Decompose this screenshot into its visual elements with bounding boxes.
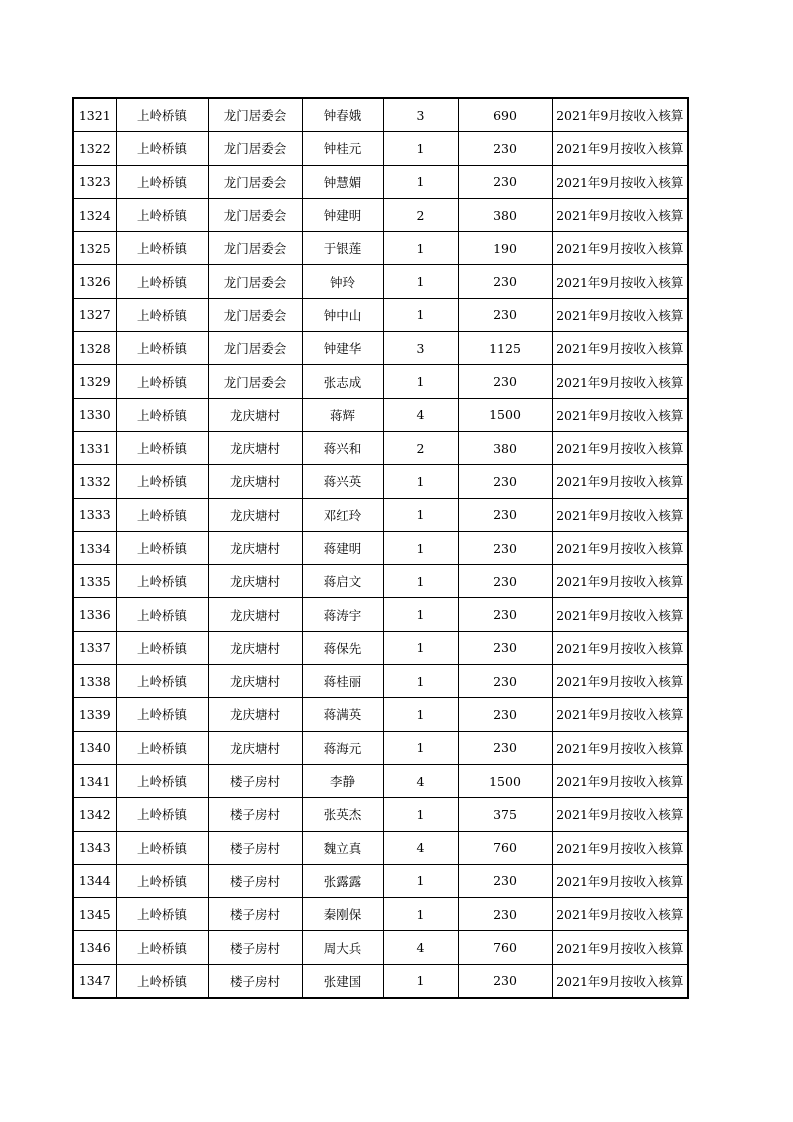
row-number-cell: 1342 bbox=[73, 798, 116, 831]
name-cell: 钟桂元 bbox=[302, 132, 383, 165]
town-cell: 上岭桥镇 bbox=[116, 731, 208, 764]
amount-cell: 230 bbox=[458, 165, 552, 198]
name-cell: 蒋海元 bbox=[302, 731, 383, 764]
name-cell: 张英杰 bbox=[302, 798, 383, 831]
household-count-cell: 1 bbox=[383, 298, 458, 331]
town-cell: 上岭桥镇 bbox=[116, 98, 208, 132]
table-row bbox=[73, 898, 688, 931]
table-row bbox=[73, 565, 688, 598]
table-row bbox=[73, 631, 688, 664]
table-row bbox=[73, 698, 688, 731]
table-row bbox=[73, 165, 688, 198]
village-cell: 楼子房村 bbox=[208, 798, 302, 831]
town-cell: 上岭桥镇 bbox=[116, 465, 208, 498]
amount-cell: 380 bbox=[458, 198, 552, 231]
table-row bbox=[73, 598, 688, 631]
name-cell: 钟中山 bbox=[302, 298, 383, 331]
town-cell: 上岭桥镇 bbox=[116, 531, 208, 564]
town-cell: 上岭桥镇 bbox=[116, 565, 208, 598]
village-cell: 龙庆塘村 bbox=[208, 398, 302, 431]
village-cell: 龙门居委会 bbox=[208, 332, 302, 365]
name-cell: 蒋涛宇 bbox=[302, 598, 383, 631]
amount-cell: 230 bbox=[458, 864, 552, 897]
note-cell: 2021年9月按收入核算 bbox=[552, 232, 688, 265]
table-row bbox=[73, 332, 688, 365]
name-cell: 张露露 bbox=[302, 864, 383, 897]
town-cell: 上岭桥镇 bbox=[116, 964, 208, 998]
name-cell: 蒋启文 bbox=[302, 565, 383, 598]
village-cell: 龙庆塘村 bbox=[208, 431, 302, 464]
table-row bbox=[73, 431, 688, 464]
amount-cell: 230 bbox=[458, 531, 552, 564]
village-cell: 龙门居委会 bbox=[208, 98, 302, 132]
table-row bbox=[73, 498, 688, 531]
household-count-cell: 1 bbox=[383, 798, 458, 831]
table-row bbox=[73, 298, 688, 331]
household-count-cell: 1 bbox=[383, 265, 458, 298]
town-cell: 上岭桥镇 bbox=[116, 931, 208, 964]
note-cell: 2021年9月按收入核算 bbox=[552, 265, 688, 298]
note-cell: 2021年9月按收入核算 bbox=[552, 831, 688, 864]
village-cell: 龙门居委会 bbox=[208, 265, 302, 298]
note-cell: 2021年9月按收入核算 bbox=[552, 764, 688, 797]
row-number-cell: 1346 bbox=[73, 931, 116, 964]
household-count-cell: 4 bbox=[383, 931, 458, 964]
name-cell: 李静 bbox=[302, 764, 383, 797]
household-count-cell: 3 bbox=[383, 332, 458, 365]
table-row bbox=[73, 531, 688, 564]
name-cell: 蒋满英 bbox=[302, 698, 383, 731]
row-number-cell: 1335 bbox=[73, 565, 116, 598]
name-cell: 张建国 bbox=[302, 964, 383, 998]
row-number-cell: 1321 bbox=[73, 98, 116, 132]
village-cell: 楼子房村 bbox=[208, 864, 302, 897]
town-cell: 上岭桥镇 bbox=[116, 232, 208, 265]
village-cell: 龙庆塘村 bbox=[208, 498, 302, 531]
household-count-cell: 1 bbox=[383, 132, 458, 165]
village-cell: 龙门居委会 bbox=[208, 232, 302, 265]
village-cell: 楼子房村 bbox=[208, 764, 302, 797]
row-number-cell: 1330 bbox=[73, 398, 116, 431]
row-number-cell: 1332 bbox=[73, 465, 116, 498]
village-cell: 龙门居委会 bbox=[208, 132, 302, 165]
row-number-cell: 1327 bbox=[73, 298, 116, 331]
amount-cell: 1125 bbox=[458, 332, 552, 365]
note-cell: 2021年9月按收入核算 bbox=[552, 498, 688, 531]
table-row bbox=[73, 398, 688, 431]
town-cell: 上岭桥镇 bbox=[116, 498, 208, 531]
note-cell: 2021年9月按收入核算 bbox=[552, 798, 688, 831]
name-cell: 钟玲 bbox=[302, 265, 383, 298]
amount-cell: 230 bbox=[458, 898, 552, 931]
table-row bbox=[73, 132, 688, 165]
row-number-cell: 1336 bbox=[73, 598, 116, 631]
note-cell: 2021年9月按收入核算 bbox=[552, 931, 688, 964]
table-row bbox=[73, 931, 688, 964]
town-cell: 上岭桥镇 bbox=[116, 431, 208, 464]
name-cell: 蒋辉 bbox=[302, 398, 383, 431]
town-cell: 上岭桥镇 bbox=[116, 698, 208, 731]
town-cell: 上岭桥镇 bbox=[116, 665, 208, 698]
table-body bbox=[73, 98, 688, 998]
note-cell: 2021年9月按收入核算 bbox=[552, 132, 688, 165]
amount-cell: 230 bbox=[458, 631, 552, 664]
town-cell: 上岭桥镇 bbox=[116, 298, 208, 331]
household-count-cell: 1 bbox=[383, 898, 458, 931]
household-count-cell: 3 bbox=[383, 98, 458, 132]
name-cell: 于银莲 bbox=[302, 232, 383, 265]
household-count-cell: 1 bbox=[383, 665, 458, 698]
table-container bbox=[72, 97, 689, 999]
name-cell: 蒋兴英 bbox=[302, 465, 383, 498]
name-cell: 钟春娥 bbox=[302, 98, 383, 132]
amount-cell: 1500 bbox=[458, 398, 552, 431]
town-cell: 上岭桥镇 bbox=[116, 165, 208, 198]
household-count-cell: 1 bbox=[383, 531, 458, 564]
note-cell: 2021年9月按收入核算 bbox=[552, 964, 688, 998]
table-row bbox=[73, 665, 688, 698]
amount-cell: 760 bbox=[458, 931, 552, 964]
household-count-cell: 1 bbox=[383, 964, 458, 998]
household-count-cell: 1 bbox=[383, 631, 458, 664]
town-cell: 上岭桥镇 bbox=[116, 598, 208, 631]
row-number-cell: 1326 bbox=[73, 265, 116, 298]
village-cell: 楼子房村 bbox=[208, 964, 302, 998]
amount-cell: 230 bbox=[458, 465, 552, 498]
household-count-cell: 1 bbox=[383, 565, 458, 598]
amount-cell: 230 bbox=[458, 298, 552, 331]
household-count-cell: 1 bbox=[383, 232, 458, 265]
amount-cell: 190 bbox=[458, 232, 552, 265]
town-cell: 上岭桥镇 bbox=[116, 764, 208, 797]
name-cell: 钟建明 bbox=[302, 198, 383, 231]
data-table bbox=[72, 97, 689, 999]
note-cell: 2021年9月按收入核算 bbox=[552, 565, 688, 598]
amount-cell: 230 bbox=[458, 964, 552, 998]
row-number-cell: 1334 bbox=[73, 531, 116, 564]
note-cell: 2021年9月按收入核算 bbox=[552, 298, 688, 331]
village-cell: 龙门居委会 bbox=[208, 198, 302, 231]
name-cell: 邓红玲 bbox=[302, 498, 383, 531]
village-cell: 龙庆塘村 bbox=[208, 698, 302, 731]
table-row bbox=[73, 465, 688, 498]
row-number-cell: 1344 bbox=[73, 864, 116, 897]
village-cell: 龙门居委会 bbox=[208, 298, 302, 331]
amount-cell: 690 bbox=[458, 98, 552, 132]
table-row bbox=[73, 232, 688, 265]
village-cell: 龙庆塘村 bbox=[208, 565, 302, 598]
note-cell: 2021年9月按收入核算 bbox=[552, 598, 688, 631]
row-number-cell: 1331 bbox=[73, 431, 116, 464]
row-number-cell: 1347 bbox=[73, 964, 116, 998]
row-number-cell: 1339 bbox=[73, 698, 116, 731]
amount-cell: 375 bbox=[458, 798, 552, 831]
table-row bbox=[73, 798, 688, 831]
village-cell: 楼子房村 bbox=[208, 831, 302, 864]
note-cell: 2021年9月按收入核算 bbox=[552, 332, 688, 365]
name-cell: 秦刚保 bbox=[302, 898, 383, 931]
note-cell: 2021年9月按收入核算 bbox=[552, 365, 688, 398]
note-cell: 2021年9月按收入核算 bbox=[552, 198, 688, 231]
row-number-cell: 1345 bbox=[73, 898, 116, 931]
row-number-cell: 1322 bbox=[73, 132, 116, 165]
amount-cell: 230 bbox=[458, 565, 552, 598]
name-cell: 魏立真 bbox=[302, 831, 383, 864]
name-cell: 钟建华 bbox=[302, 332, 383, 365]
household-count-cell: 1 bbox=[383, 465, 458, 498]
town-cell: 上岭桥镇 bbox=[116, 831, 208, 864]
town-cell: 上岭桥镇 bbox=[116, 798, 208, 831]
amount-cell: 380 bbox=[458, 431, 552, 464]
note-cell: 2021年9月按收入核算 bbox=[552, 665, 688, 698]
name-cell: 张志成 bbox=[302, 365, 383, 398]
amount-cell: 760 bbox=[458, 831, 552, 864]
note-cell: 2021年9月按收入核算 bbox=[552, 731, 688, 764]
table-row bbox=[73, 198, 688, 231]
village-cell: 楼子房村 bbox=[208, 931, 302, 964]
row-number-cell: 1333 bbox=[73, 498, 116, 531]
town-cell: 上岭桥镇 bbox=[116, 631, 208, 664]
note-cell: 2021年9月按收入核算 bbox=[552, 398, 688, 431]
village-cell: 龙门居委会 bbox=[208, 365, 302, 398]
table-row bbox=[73, 964, 688, 998]
village-cell: 龙庆塘村 bbox=[208, 665, 302, 698]
amount-cell: 230 bbox=[458, 365, 552, 398]
note-cell: 2021年9月按收入核算 bbox=[552, 631, 688, 664]
table-row bbox=[73, 831, 688, 864]
town-cell: 上岭桥镇 bbox=[116, 365, 208, 398]
name-cell: 蒋建明 bbox=[302, 531, 383, 564]
household-count-cell: 1 bbox=[383, 498, 458, 531]
household-count-cell: 4 bbox=[383, 764, 458, 797]
village-cell: 龙庆塘村 bbox=[208, 598, 302, 631]
table-row bbox=[73, 265, 688, 298]
amount-cell: 230 bbox=[458, 132, 552, 165]
town-cell: 上岭桥镇 bbox=[116, 332, 208, 365]
town-cell: 上岭桥镇 bbox=[116, 864, 208, 897]
name-cell: 蒋桂丽 bbox=[302, 665, 383, 698]
table-row bbox=[73, 864, 688, 897]
table-row bbox=[73, 365, 688, 398]
amount-cell: 230 bbox=[458, 598, 552, 631]
village-cell: 龙门居委会 bbox=[208, 165, 302, 198]
household-count-cell: 4 bbox=[383, 398, 458, 431]
name-cell: 钟慧媚 bbox=[302, 165, 383, 198]
row-number-cell: 1324 bbox=[73, 198, 116, 231]
household-count-cell: 2 bbox=[383, 198, 458, 231]
household-count-cell: 1 bbox=[383, 864, 458, 897]
table-row bbox=[73, 764, 688, 797]
household-count-cell: 1 bbox=[383, 598, 458, 631]
town-cell: 上岭桥镇 bbox=[116, 198, 208, 231]
village-cell: 楼子房村 bbox=[208, 898, 302, 931]
household-count-cell: 4 bbox=[383, 831, 458, 864]
household-count-cell: 1 bbox=[383, 731, 458, 764]
amount-cell: 230 bbox=[458, 265, 552, 298]
town-cell: 上岭桥镇 bbox=[116, 398, 208, 431]
household-count-cell: 2 bbox=[383, 431, 458, 464]
note-cell: 2021年9月按收入核算 bbox=[552, 431, 688, 464]
row-number-cell: 1323 bbox=[73, 165, 116, 198]
name-cell: 周大兵 bbox=[302, 931, 383, 964]
note-cell: 2021年9月按收入核算 bbox=[552, 698, 688, 731]
row-number-cell: 1337 bbox=[73, 631, 116, 664]
row-number-cell: 1338 bbox=[73, 665, 116, 698]
town-cell: 上岭桥镇 bbox=[116, 132, 208, 165]
town-cell: 上岭桥镇 bbox=[116, 265, 208, 298]
amount-cell: 230 bbox=[458, 698, 552, 731]
amount-cell: 230 bbox=[458, 665, 552, 698]
row-number-cell: 1341 bbox=[73, 764, 116, 797]
row-number-cell: 1328 bbox=[73, 332, 116, 365]
town-cell: 上岭桥镇 bbox=[116, 898, 208, 931]
note-cell: 2021年9月按收入核算 bbox=[552, 531, 688, 564]
household-count-cell: 1 bbox=[383, 165, 458, 198]
village-cell: 龙庆塘村 bbox=[208, 731, 302, 764]
amount-cell: 230 bbox=[458, 731, 552, 764]
note-cell: 2021年9月按收入核算 bbox=[552, 98, 688, 132]
note-cell: 2021年9月按收入核算 bbox=[552, 465, 688, 498]
table-row bbox=[73, 731, 688, 764]
amount-cell: 1500 bbox=[458, 764, 552, 797]
village-cell: 龙庆塘村 bbox=[208, 531, 302, 564]
name-cell: 蒋保先 bbox=[302, 631, 383, 664]
household-count-cell: 1 bbox=[383, 365, 458, 398]
row-number-cell: 1340 bbox=[73, 731, 116, 764]
row-number-cell: 1343 bbox=[73, 831, 116, 864]
note-cell: 2021年9月按收入核算 bbox=[552, 165, 688, 198]
note-cell: 2021年9月按收入核算 bbox=[552, 898, 688, 931]
note-cell: 2021年9月按收入核算 bbox=[552, 864, 688, 897]
name-cell: 蒋兴和 bbox=[302, 431, 383, 464]
table-row bbox=[73, 98, 688, 132]
row-number-cell: 1329 bbox=[73, 365, 116, 398]
row-number-cell: 1325 bbox=[73, 232, 116, 265]
amount-cell: 230 bbox=[458, 498, 552, 531]
village-cell: 龙庆塘村 bbox=[208, 465, 302, 498]
village-cell: 龙庆塘村 bbox=[208, 631, 302, 664]
household-count-cell: 1 bbox=[383, 698, 458, 731]
